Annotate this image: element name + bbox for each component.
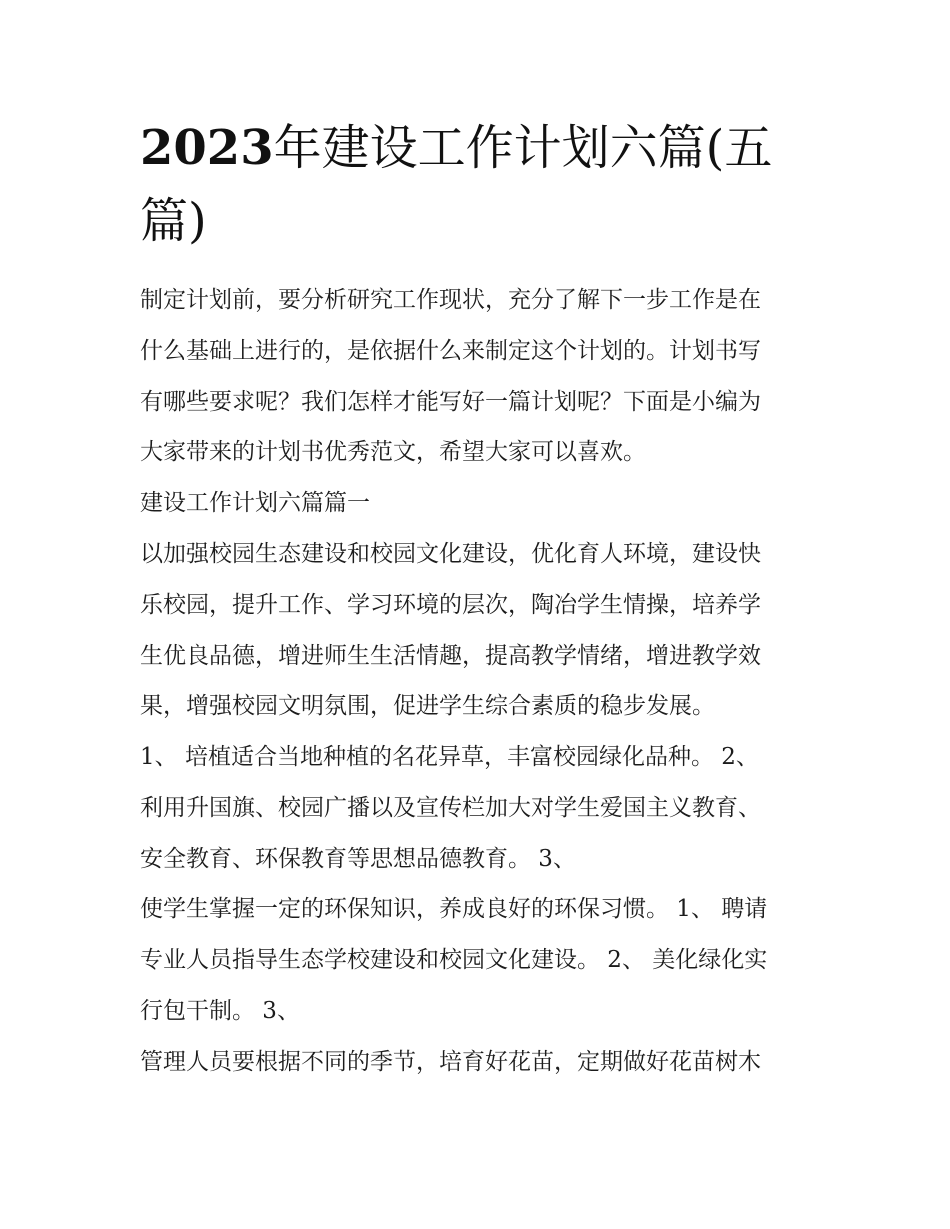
body-line-13: 使学生掌握一定的环保知识，养成良好的环保习惯。 1、 聘请 [140,896,768,922]
body-line-10: 1、 培植适合当地种植的名花异草，丰富校园绿化品种。 2、 [140,744,759,770]
section-heading: 建设工作计划六篇篇一 [140,490,370,516]
body-line-3: 有哪些要求呢？我们怎样才能写好一篇计划呢？下面是小编为 [140,389,761,415]
body-line-14: 专业人员指导生态学校建设和校园文化建设。 2、 美化绿化实 [140,947,768,973]
body-line-6: 以加强校园生态建设和校园文化建设，优化育人环境，建设快 [140,541,761,567]
body-line-12: 安全教育、环保教育等思想品德教育。 3、 [140,846,576,872]
title-line2-text: 篇) [140,193,207,249]
body-line-1: 制定计划前，要分析研究工作现状，充分了解下一步工作是在 [140,287,761,313]
body-line-2: 什么基础上进行的，是依据什么来制定这个计划的。计划书写 [140,338,761,364]
body-line-16: 管理人员要根据不同的季节，培育好花苗，定期做好花苗树木 [140,1049,761,1075]
body-line-9: 果，增强校园文明氛围，促进学生综合素质的稳步发展。 [140,693,715,719]
document-title [140,112,820,258]
body-line-4: 大家带来的计划书优秀范文，希望大家可以喜欢。 [140,439,646,465]
title-year: 2023 [140,120,274,176]
body-line-11: 利用升国旗、校园广播以及宣传栏加大对学生爱国主义教育、 [140,795,761,821]
body-line-8: 生优良品德，增进师生生活情趣，提高教学情绪，增进教学效 [140,643,761,669]
body-line-15: 行包干制。 3、 [140,998,300,1024]
title-line1-text: 年建设工作计划六篇(五 [273,120,773,176]
body-line-7: 乐校园，提升工作、学习环境的层次，陶冶学生情操，培养学 [140,592,761,618]
